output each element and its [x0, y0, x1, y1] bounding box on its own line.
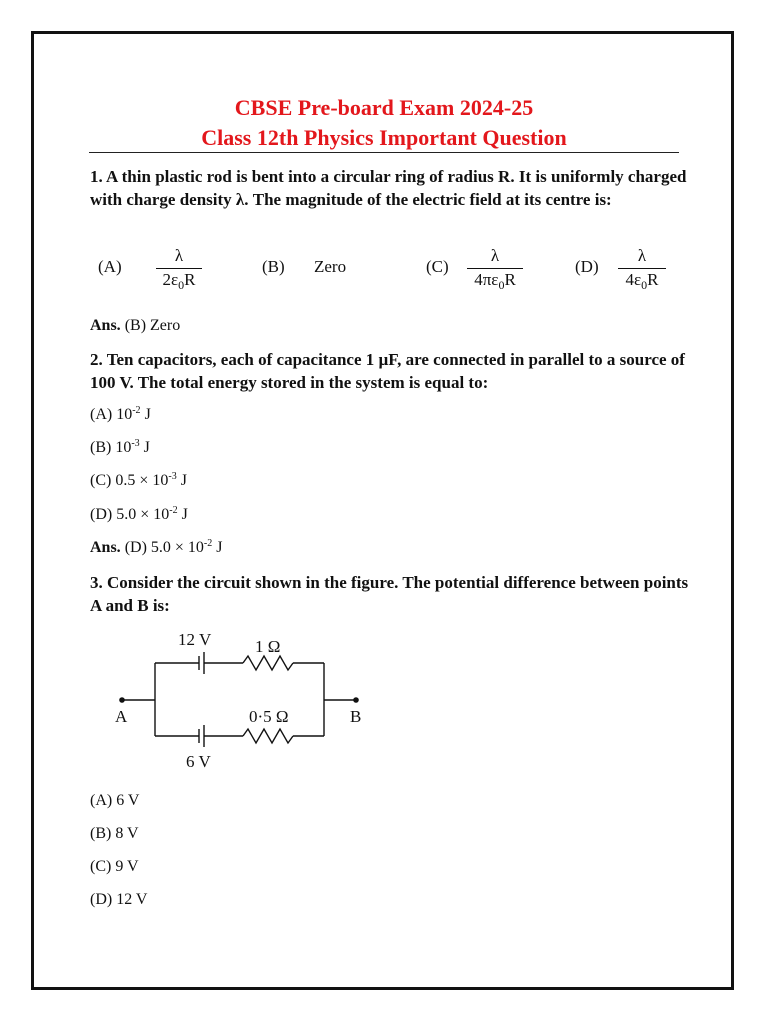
q2-option-c: (C) $0.5 \times 10^{-3}$ J — [90, 471, 187, 489]
question-1-text: 1. A thin plastic rod is bent into a circular ring of radius R. It is uniformly charged with charge density λ. The magnitude of the electric field at its centre is: — [90, 167, 687, 209]
q3-option-d: (D) 12 V — [90, 891, 148, 908]
question-3-text: 3. Consider the circuit shown in the figure. The potential difference between points A and B is: — [90, 573, 689, 615]
title-line-2: Class 12th Physics Important Question — [201, 125, 567, 150]
q1-option-c-label: (C) — [426, 257, 449, 276]
q1-option-b-text: Zero — [314, 257, 347, 276]
q1-option-a-fraction: λ $2\varepsilon_0R$ — [156, 246, 202, 290]
q2-option-d: (D) $5.0 \times 10^{-2}$ J — [90, 505, 188, 523]
question-2-text: 2. Ten capacitors, each of capacitance 1 µF, are connected in parallel to a source of 100 V. The total energy stored in the system is equal to: — [90, 350, 685, 392]
q1-option-b-label: (B) — [262, 257, 285, 276]
q3-option-a: (A) 6 V — [90, 792, 140, 809]
point-b-dot — [353, 697, 359, 703]
q1-option-d-fraction: λ $4\varepsilon_0R$ — [618, 246, 666, 290]
top-battery-label: 12 V — [178, 630, 212, 649]
q1-option-d-label: (D) — [575, 257, 599, 276]
point-b-label: B — [350, 707, 362, 726]
q1-answer: Ans. (B) Zero — [90, 317, 181, 334]
top-resistor-label: 1 Ω — [255, 637, 281, 656]
q3-option-c: (C) 9 V — [90, 858, 139, 875]
q2-option-a: (A) $10^{-2}$ J — [90, 405, 151, 423]
bottom-resistor-label: 0·5 Ω — [249, 707, 289, 726]
bottom-battery-label: 6 V — [186, 752, 211, 771]
q2-option-b: (B) $10^{-3}$ J — [90, 438, 150, 456]
point-a-dot — [119, 697, 125, 703]
q1-option-c-fraction: λ $4\pi\varepsilon_0R$ — [467, 246, 523, 290]
title-rule — [89, 152, 679, 153]
circuit-diagram — [100, 625, 380, 775]
q2-answer: Ans. (D) $5.0 \times 10^{-2}$ J — [90, 538, 223, 556]
q1-option-a-label: (A) — [98, 257, 122, 276]
q3-option-b: (B) 8 V — [90, 825, 139, 842]
title-line-1: CBSE Pre-board Exam 2024-25 — [234, 95, 534, 120]
point-a-label: A — [115, 707, 128, 726]
